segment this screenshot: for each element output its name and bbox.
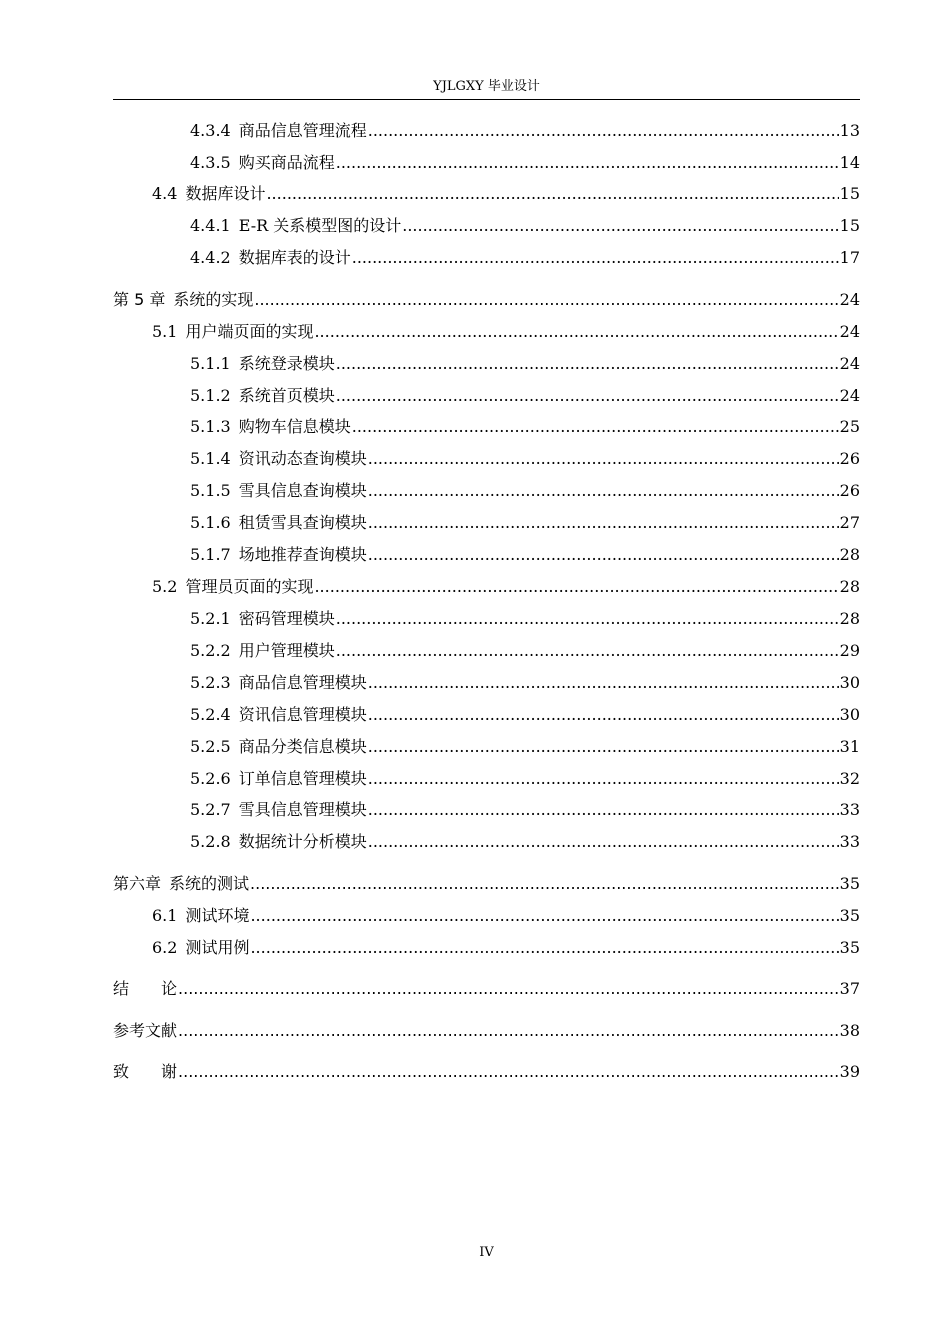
toc-dot-leader — [368, 671, 839, 695]
toc-entry[interactable] — [190, 798, 860, 822]
toc-entry[interactable] — [190, 479, 860, 503]
toc-entry-number: 5.1.6 — [190, 513, 231, 532]
toc-entry-page: 24 — [839, 354, 860, 373]
toc-entry[interactable] — [190, 767, 860, 791]
toc-entry[interactable] — [190, 703, 860, 727]
toc-dot-leader — [368, 479, 839, 503]
toc-entry-number: 5.2.3 — [190, 673, 231, 692]
toc-entry-number: 第 5 章 — [113, 290, 166, 309]
toc-entry-number: 5.1.2 — [190, 386, 231, 405]
toc-entry-number: 4.3.5 — [190, 153, 231, 172]
toc-dot-leader — [266, 182, 838, 206]
toc-entry-page: 24 — [839, 290, 860, 309]
toc-entry-page: 24 — [839, 386, 860, 405]
toc-entry-title: 商品分类信息模块 — [238, 737, 367, 756]
toc-entry-page: 26 — [839, 449, 860, 468]
toc-entry[interactable] — [190, 671, 860, 695]
toc-entry[interactable] — [190, 735, 860, 759]
toc-entry-title: 用户端页面的实现 — [185, 322, 314, 341]
toc-entry[interactable] — [190, 830, 860, 854]
toc-entry[interactable] — [190, 246, 860, 270]
toc-entry[interactable] — [152, 904, 860, 928]
toc-entry-page: 30 — [839, 705, 860, 724]
toc-entry[interactable] — [190, 119, 860, 143]
toc-entry-title: 用户管理模块 — [238, 641, 335, 660]
toc-entry-title: 租赁雪具查询模块 — [238, 513, 367, 532]
toc-dot-leader — [336, 639, 839, 663]
toc-entry[interactable] — [113, 1060, 860, 1084]
toc-dot-leader — [314, 320, 838, 344]
toc-entry[interactable] — [113, 1019, 860, 1043]
toc-entry-title: 系统首页模块 — [238, 386, 335, 405]
toc-entry-number: 5.2.8 — [190, 832, 231, 851]
toc-entry-title: 参考文献 — [113, 1021, 178, 1040]
toc-dot-leader — [368, 543, 839, 567]
toc-entry-page: 30 — [839, 673, 860, 692]
toc-entry-page: 38 — [839, 1021, 860, 1040]
toc-entry-title: 测试环境 — [185, 906, 250, 925]
toc-entry[interactable] — [152, 936, 860, 960]
toc-entry-title: 结 论 — [113, 979, 178, 998]
toc-entry-title: 系统登录模块 — [238, 354, 335, 373]
toc-entry-number: 5.1 — [152, 322, 178, 341]
toc-entry[interactable] — [190, 151, 860, 175]
toc-entry-number: 5.2.2 — [190, 641, 231, 660]
toc-dot-leader — [368, 798, 839, 822]
toc-entry-title: 致 谢 — [113, 1062, 178, 1081]
toc-entry-title: 购买商品流程 — [238, 153, 335, 172]
toc-entry-title: 测试用例 — [185, 938, 250, 957]
toc-entry-number: 6.2 — [152, 938, 178, 957]
toc-entry[interactable] — [113, 288, 860, 312]
toc-dot-leader — [250, 904, 838, 928]
toc-entry[interactable] — [190, 639, 860, 663]
toc-entry-title: 场地推荐查询模块 — [238, 545, 367, 564]
toc-entry[interactable] — [113, 977, 860, 1001]
toc-dot-leader — [368, 119, 839, 143]
toc-dot-leader — [402, 214, 838, 238]
toc-dot-leader — [368, 830, 839, 854]
toc-dot-leader — [254, 288, 838, 312]
toc-entry-number: 5.1.5 — [190, 481, 231, 500]
toc-entry[interactable] — [152, 182, 860, 206]
toc-entry-number: 5.1.1 — [190, 354, 231, 373]
toc-entry[interactable] — [113, 872, 860, 896]
toc-entry-number: 4.4.2 — [190, 248, 231, 267]
toc-entry-page: 33 — [839, 832, 860, 851]
toc-entry-page: 28 — [839, 577, 860, 596]
toc-entry-number: 4.4 — [152, 184, 178, 203]
toc-entry-title: 密码管理模块 — [238, 609, 335, 628]
toc-dot-leader — [368, 447, 839, 471]
toc-entry-title: 订单信息管理模块 — [238, 769, 367, 788]
toc-entry-number: 5.1.3 — [190, 417, 231, 436]
toc-entry-page: 35 — [839, 938, 860, 957]
toc-entry-page: 14 — [839, 153, 860, 172]
toc-entry-page: 29 — [839, 641, 860, 660]
toc-entry-title: 系统的实现 — [173, 290, 254, 309]
toc-entry-title: E-R 关系模型图的设计 — [238, 216, 402, 235]
toc-entry-page: 31 — [839, 737, 860, 756]
toc-dot-leader — [336, 384, 839, 408]
toc-dot-leader — [352, 246, 839, 270]
toc-dot-leader — [368, 703, 839, 727]
toc-entry-title: 商品信息管理模块 — [238, 673, 367, 692]
toc-entry-page: 26 — [839, 481, 860, 500]
toc-entry-page: 39 — [839, 1062, 860, 1081]
toc-entry-page: 25 — [839, 417, 860, 436]
toc-entry[interactable] — [190, 607, 860, 631]
toc-entry-page: 13 — [839, 121, 860, 140]
toc-entry-number: 5.2.5 — [190, 737, 231, 756]
toc-entry[interactable] — [190, 352, 860, 376]
toc-entry[interactable] — [190, 511, 860, 535]
toc-entry[interactable] — [190, 384, 860, 408]
toc-dot-leader — [178, 1060, 839, 1084]
toc-entry-title: 资讯动态查询模块 — [238, 449, 367, 468]
toc-entry[interactable] — [190, 447, 860, 471]
toc-entry-number: 5.2.4 — [190, 705, 231, 724]
toc-dot-leader — [352, 415, 839, 439]
toc-entry[interactable] — [190, 543, 860, 567]
toc-entry[interactable] — [190, 214, 860, 238]
page-header: YJLGXY 毕业设计 — [433, 79, 540, 94]
toc-entry-page: 28 — [839, 609, 860, 628]
toc-entry-page: 27 — [839, 513, 860, 532]
toc-entry-title: 数据统计分析模块 — [238, 832, 367, 851]
toc-dot-leader — [314, 575, 838, 599]
toc-entry-page: 17 — [839, 248, 860, 267]
toc-entry-page: 15 — [839, 184, 860, 203]
toc-dot-leader — [178, 977, 839, 1001]
toc-dot-leader — [336, 607, 839, 631]
toc-entry-title: 雪具信息查询模块 — [238, 481, 367, 500]
toc-entry-number: 5.2.6 — [190, 769, 231, 788]
toc-entry-title: 管理员页面的实现 — [185, 577, 314, 596]
toc-entry-title: 资讯信息管理模块 — [238, 705, 367, 724]
toc-dot-leader — [250, 872, 839, 896]
toc-entry[interactable] — [152, 575, 860, 599]
toc-entry-number: 5.2 — [152, 577, 178, 596]
toc-dot-leader — [336, 352, 839, 376]
toc-entry-number: 第六章 — [113, 874, 162, 893]
toc-entry-number: 5.2.7 — [190, 800, 231, 819]
page-number: IV — [479, 1245, 494, 1260]
toc-entry[interactable] — [152, 320, 860, 344]
toc-entry-number: 6.1 — [152, 906, 178, 925]
toc-entry-number: 4.4.1 — [190, 216, 231, 235]
toc-entry-number: 5.1.7 — [190, 545, 231, 564]
toc-entry-title: 商品信息管理流程 — [238, 121, 367, 140]
toc-entry-title: 购物车信息模块 — [238, 417, 351, 436]
toc-dot-leader — [336, 151, 839, 175]
toc-entry-number: 5.1.4 — [190, 449, 231, 468]
toc-entry-page: 24 — [839, 322, 860, 341]
toc-dot-leader — [368, 767, 839, 791]
toc-entry-page: 37 — [839, 979, 860, 998]
toc-entry-title: 数据库设计 — [185, 184, 266, 203]
toc-dot-leader — [368, 511, 839, 535]
toc-entry-page: 32 — [839, 769, 860, 788]
toc-entry-title: 系统的测试 — [169, 874, 250, 893]
toc-entry-page: 35 — [839, 874, 860, 893]
toc-entry[interactable] — [190, 415, 860, 439]
toc-entry-page: 33 — [839, 800, 860, 819]
toc-dot-leader — [368, 735, 839, 759]
toc-entry-page: 28 — [839, 545, 860, 564]
toc-dot-leader — [250, 936, 838, 960]
toc-entry-page: 35 — [839, 906, 860, 925]
toc-entry-number: 5.2.1 — [190, 609, 231, 628]
toc-entry-number: 4.3.4 — [190, 121, 231, 140]
toc-entry-title: 数据库表的设计 — [238, 248, 351, 267]
toc-entry-title: 雪具信息管理模块 — [238, 800, 367, 819]
toc-entry-page: 15 — [839, 216, 860, 235]
toc-dot-leader — [178, 1019, 839, 1043]
